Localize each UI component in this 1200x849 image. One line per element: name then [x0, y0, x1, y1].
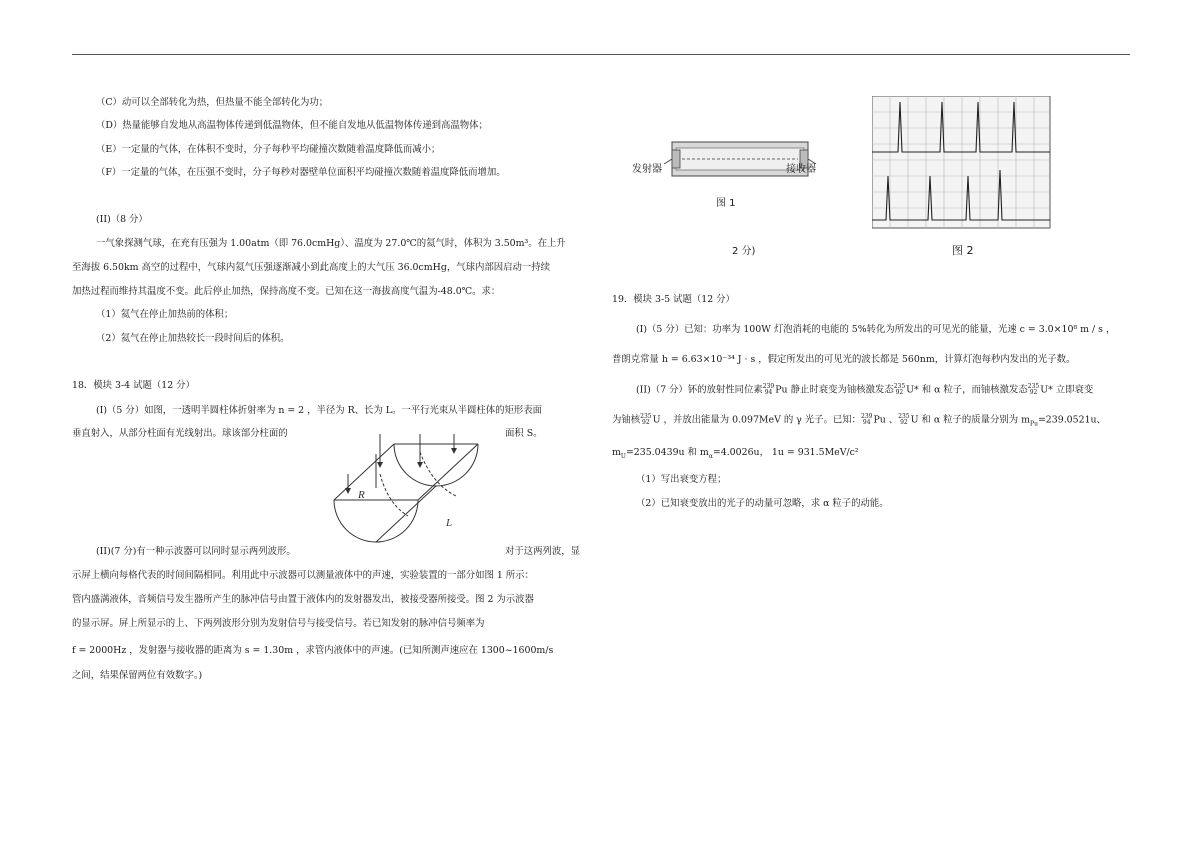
mass-u-symbol: m	[612, 447, 621, 458]
part2-line-1: 一气象探测气球，在充有压强为 1.00atm（即 76.0cmHg）、温度为 27.0℃的氦气时，体积为 3.50m³。在上升	[96, 238, 566, 249]
q19-line-4b: U ，并放出能量为 0.097MeV 的 γ 光子。已知：	[652, 414, 862, 426]
q18-line-6: 的显示屏。屏上所显示的上、下两列波形分别为发射信号与接受信号。若已知发射的脉冲信号频率为	[72, 618, 485, 629]
half-cylinder-figure	[328, 434, 496, 554]
u-mass-number-4: 235	[898, 413, 910, 420]
pu-mass-number: 239	[762, 383, 775, 390]
q19-line-2: 普朗克常量 h = 6.63×10⁻³⁴ J · s ，假定所发出的可见光的波长都是 560nm，计算灯泡每秒内发出的光子数。	[612, 354, 1076, 365]
option-c: （C）动可以全部转化为热，但热量不能全部转化为功；	[96, 97, 329, 108]
q19-line-3d: U* 立即衰变	[1040, 384, 1094, 396]
figure-2	[872, 96, 1054, 262]
pu-isotope-2	[861, 414, 872, 426]
part2-question-1: （1）氦气在停止加热前的体积；	[96, 309, 234, 320]
pu-atomic-number-2: 94	[862, 419, 871, 426]
pu-mass-number-2: 239	[861, 413, 873, 420]
q19-question-1: （1）写出衰变方程；	[636, 474, 727, 485]
option-d: （D）热量能够自发地从高温物体传递到低温物体，但不能自发地从低温物体传递到高温物体；	[96, 120, 488, 131]
score-note: 2 分)	[732, 246, 756, 257]
q19-line-4d: U 和 α 粒子的质量分别为 m	[910, 414, 1031, 426]
u-isotope-2	[1028, 384, 1039, 396]
q19-line-5	[612, 447, 859, 459]
part2-line-3: 加热过程而维持其温度不变。此后停止加热，保持高度不变。已知在这一海拔高度气温为-48.0℃。求：	[72, 286, 501, 297]
u-atomic-number-4: 92	[900, 419, 908, 426]
u-atomic-number-1: 92	[895, 389, 904, 396]
q18-heading: 18．模块 3-4 试题（12 分）	[72, 380, 195, 391]
receiver-label: 接收器	[786, 164, 816, 175]
u-mass-number-3: 235	[640, 413, 652, 420]
label-l: L	[446, 517, 453, 529]
part2-heading: (II)（8 分）	[96, 214, 148, 225]
u-isotope-3	[640, 414, 651, 426]
option-e: （E）一定量的气体，在体积不变时，分子每秒平均碰撞次数随着温度降低而减小；	[96, 144, 441, 155]
part2-question-2: （2）氦气在停止加热较长一段时间后的体积。	[96, 333, 290, 344]
q19-heading: 19．模块 3-5 试题（12 分）	[612, 294, 735, 305]
q19-line-4e: =239.0521u、	[1037, 414, 1106, 426]
pu-atomic-number: 94	[764, 389, 773, 396]
option-f: （F）一定量的气体，在压强不变时，分子每秒对器壁单位面积平均碰撞次数随着温度降低而增加。	[96, 167, 506, 178]
q18-line-4: 示屏上横向每格代表的时间间隔相同。利用此中示波器可以测量液体中的声速，实验装置的一部分如图 1 所示：	[72, 570, 534, 581]
figure-1	[632, 138, 832, 218]
mass-sub-alpha: α	[708, 452, 713, 460]
pu-isotope	[763, 384, 774, 396]
q19-line-3b: Pu 静止时衰变为铀核激发态	[775, 384, 894, 396]
q18-line-2a: 垂直射入，从部分柱面有光线射出。球该部分柱面的	[72, 428, 288, 439]
header-rule	[72, 54, 1130, 55]
u-isotope-1	[894, 384, 905, 396]
part2-line-2: 至海拔 6.50km 高空的过程中，气球内氦气压强逐渐减小到此高度上的大气压 36.0cmHg，气球内部因启动一持续	[72, 262, 550, 273]
figure-2-caption: 图 2	[952, 244, 974, 257]
q19-line-5a: =235.0439u 和 m	[625, 447, 709, 458]
q19-line-4c: Pu 、	[873, 414, 899, 426]
figure-1-caption: 图 1	[716, 198, 736, 209]
u-atomic-number-2: 92	[1029, 389, 1038, 396]
q19-line-4a: 为铀核	[612, 414, 641, 426]
q18-line-2b: 面积 S。	[505, 428, 543, 439]
q19-line-1: (I)（5 分）已知：功率为 100W 灯泡消耗的电能的 5%转化为所发出的可见光的能量，光速 c = 3.0×10⁸ m / s ，	[636, 324, 1116, 335]
u-mass-number-2: 235	[1027, 383, 1040, 390]
q19-line-3c: U* 和 α 粒子，而铀核激发态	[906, 384, 1028, 396]
mass-sub-u: U	[620, 452, 626, 460]
q19-question-2: （2）已知衰变放出的光子的动量可忽略，求 α 粒子的动能。	[636, 498, 889, 509]
q18-line-7: f = 2000Hz ，发射器与接收器的距离为 s = 1.30m ，求管内液体中的声速。(已知所测声速应在 1300~1600m/s	[72, 645, 554, 656]
label-r: R	[358, 489, 365, 501]
q18-line-3b: 对于这两列波，显	[505, 546, 581, 557]
oscilloscope-screen	[872, 96, 1052, 230]
q19-line-3	[636, 384, 1093, 396]
q19-line-5b: =4.0026u， 1u = 931.5MeV/c²	[712, 447, 859, 458]
q19-line-4	[612, 414, 1106, 426]
mass-sub-pu: Pu	[1030, 420, 1038, 428]
q18-line-8: 之间，结果保留两位有效数字。)	[72, 670, 203, 681]
u-atomic-number-3: 92	[642, 419, 650, 426]
emitter-label: 发射器	[632, 164, 662, 175]
q19-line-3a: (II)（7 分）钚的放射性同位素	[636, 384, 763, 396]
q18-line-3a: (II)(7 分)有一种示波器可以同时显示两列波形。	[96, 546, 296, 557]
u-mass-number-1: 235	[893, 383, 906, 390]
q18-line-1: (I)（5 分）如图，一透明半圆柱体折射率为 n = 2 ，半径为 R、长为 L。一平行光束从半圆柱体的矩形表面	[96, 405, 542, 416]
u-isotope-4	[898, 414, 909, 426]
q18-line-5: 管内盛满液体，音频信号发生器所产生的脉冲信号由置于液体内的发射器发出，被接受器所接受。图 2 为示波器	[72, 594, 534, 605]
